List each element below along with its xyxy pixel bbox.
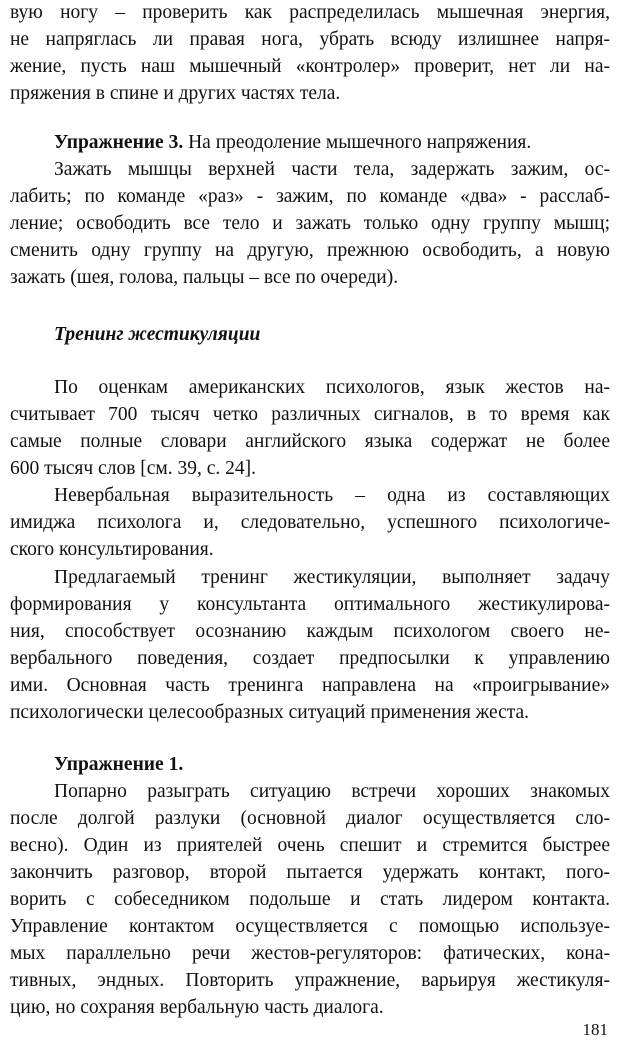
- text-line: По оценкам американских психологов, язык жестов на-: [54, 377, 610, 398]
- text-line: вербального поведения, создает предпосылки к управлению: [10, 648, 610, 669]
- text-line: ление; освободить все тело и зажать только одну группу мышц;: [10, 213, 610, 234]
- exercise-3-heading: [54, 130, 531, 156]
- text-line: ского консультирования.: [10, 539, 214, 560]
- text-line: самые полные словари английского языка содержат не более: [10, 431, 610, 452]
- text-line: ими. Основная часть тренинга направлена на «проигрывание»: [10, 675, 610, 696]
- text-line: формирования у консультанта оптимального жестикулирова-: [10, 594, 610, 615]
- text-line: цию, но сохраняя вербальную часть диалога.: [10, 997, 384, 1018]
- text-line: весно). Один из приятелей очень спешит и стремится быстрее: [10, 835, 610, 856]
- text-line: Предлагаемый тренинг жестикуляции, выполняет задачу: [54, 567, 610, 588]
- text-line: сменить одну группу на другую, прежнюю освободить, а новую: [10, 240, 610, 261]
- text-line: тивных, эндных. Повторить упражнение, варьируя жестикуля-: [10, 970, 610, 991]
- text-line: ворить с собеседником подольше и стать лидером контакта.: [10, 889, 610, 910]
- page-number: 181: [582, 1020, 608, 1039]
- text-line: психологически целесообразных ситуаций применения жеста.: [10, 702, 530, 723]
- section-heading: Тренинг жестикуляции: [54, 324, 261, 345]
- text-line: ния, способствует осознанию каждым психологом своего не-: [10, 621, 610, 642]
- text-line: мых параллельно речи жестов-регуляторов: фатических, кона-: [10, 943, 610, 964]
- text-line: Невербальная выразительность – одна из составляющих: [54, 485, 610, 506]
- exercise-1-heading: Упражнение 1.: [54, 754, 184, 775]
- text-line: вую ногу – проверить как распределилась мышечная энергия,: [10, 2, 610, 23]
- text-line: считывает 700 тысяч четко различных сигналов, в то время как: [10, 404, 610, 425]
- text-line: после долгой разлуки (основной диалог осуществляется сло-: [10, 808, 610, 829]
- text-line: лабить; по команде «раз» - зажим, по команде «два» - расслаб-: [10, 186, 610, 207]
- text-line: пряжения в спине и других частях тела.: [10, 83, 341, 104]
- text-line: 600 тысяч слов [см. 39, с. 24].: [10, 458, 257, 479]
- text-line: Зажать мышцы верхней части тела, задержать зажим, ос-: [54, 159, 610, 180]
- text-line: жение, пусть наш мышечный «контролер» проверит, нет ли на-: [10, 56, 610, 77]
- text-line: имиджа психолога и, следовательно, успешного психологиче-: [10, 512, 610, 533]
- text-line: закончить разговор, второй пытается удержать контакт, пого-: [10, 862, 610, 883]
- text-line: Попарно разыграть ситуацию встречи хороших знакомых: [54, 781, 610, 802]
- exercise-3-title: Упражнение 3.: [54, 132, 184, 153]
- text-line: зажать (шея, голова, пальцы – все по очереди).: [10, 267, 399, 288]
- exercise-3-subtitle: На преодоление мышечного напряжения.: [183, 132, 532, 153]
- text-line: Управление контактом осуществляется с помощью используе-: [10, 916, 610, 937]
- text-line: не напряглась ли правая нога, убрать всюду излишнее напря-: [10, 29, 610, 50]
